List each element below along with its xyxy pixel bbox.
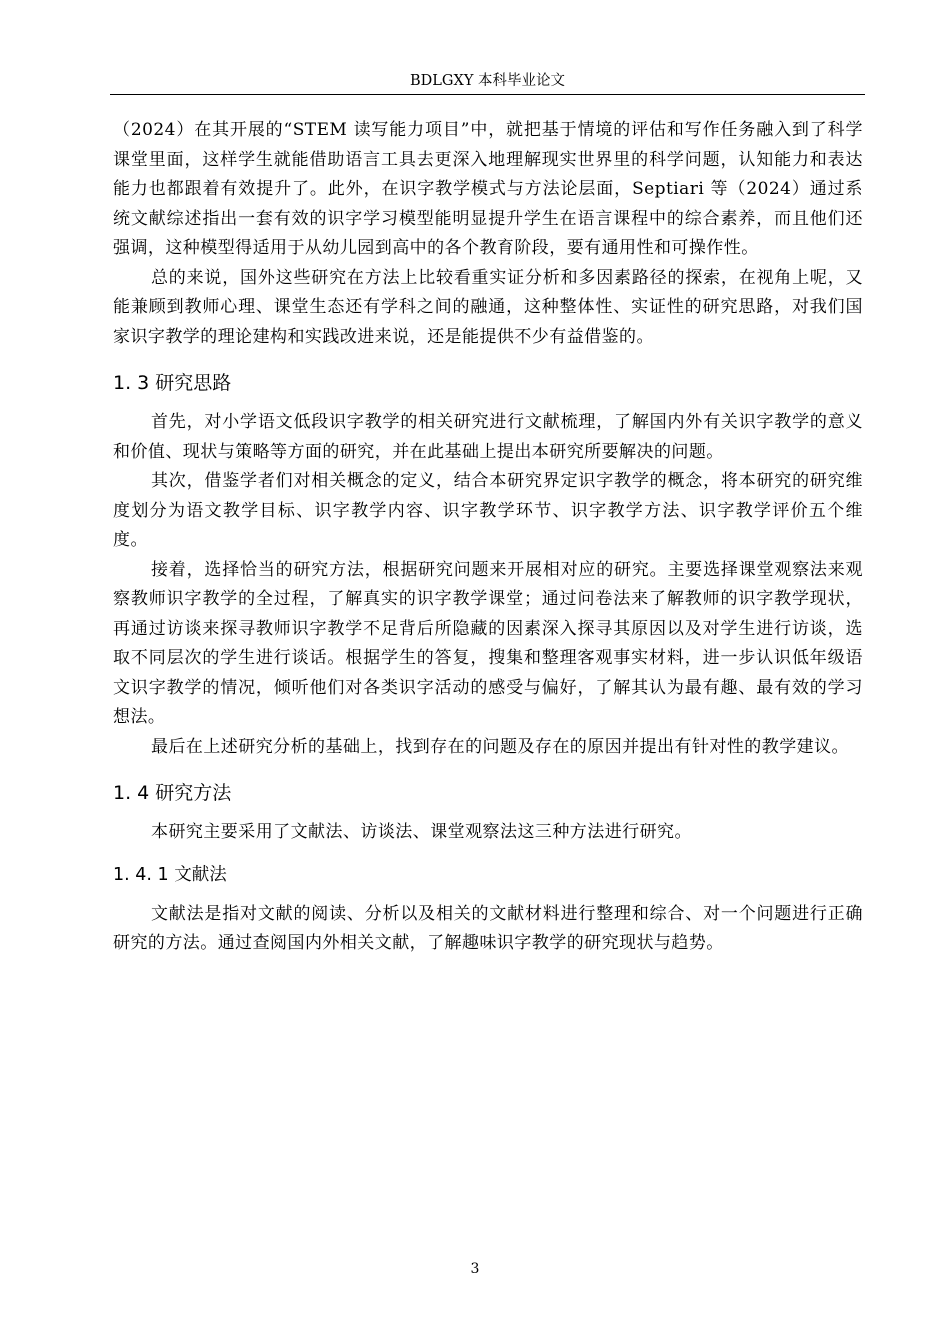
paragraph-summary-foreign-research: 总的来说，国外这些研究在方法上比较看重实证分析和多因素路径的探索，在视角上呢，又能兼顾到教师心理、课堂生态还有学科之间的融通，这种整体性、实证性的研究思路，对我们国家识字教学的理论建构和实践改进来说，还是能提供不少有益借鉴的。 [113,267,863,347]
page-header [110,70,865,95]
header-title: BDLGXY 本科毕业论文 [410,73,565,89]
paragraph-final-step: 最后在上述研究分析的基础上，找到存在的问题及存在的原因并提出有针对性的教学建议。 [151,736,849,757]
paragraph-stem-literacy: （2024）在其开展的“STEM 读写能力项目”中，就把基于情境的评估和写作任务融入到了科学课堂里面，这样学生就能借助语言工具去更深入地理解现实世界里的科学问题，认知能力和表达能力也都跟着有效提升了。此外，在识字教学模式与方法论层面，Septiari 等（2024）通过系统文献综述指出一套有效的识字学习模型能明显提升学生在语言课程中的综合素养，而且他们还强调，这种模型得适用于从幼儿园到高中的各个教育阶段，要有通用性和可操作性。 [113,120,863,258]
page-number: 3 [470,1261,480,1277]
paragraph-literature-method: 文献法是指对文献的阅读、分析以及相关的文献材料进行整理和综合、对一个问题进行正确研究的方法。通过查阅国内外相关文献，了解趣味识字教学的研究现状与趋势。 [113,903,863,953]
subsection-heading-literature-method: 1. 4. 1 文献法 [113,864,227,885]
section-heading-research-approach: 1. 3 研究思路 [113,372,232,394]
paragraph-methods-overview: 本研究主要采用了文献法、访谈法、课堂观察法这三种方法进行研究。 [151,822,692,842]
section-heading-research-methods: 1. 4 研究方法 [113,782,232,804]
document-body [113,116,863,959]
paragraph-first-step: 首先，对小学语文低段识字教学的相关研究进行文献梳理，了解国内外有关识字教学的意义和价值、现状与策略等方面的研究，并在此基础上提出本研究所要解决的问题。 [113,412,863,462]
paragraph-second-step: 其次，借鉴学者们对相关概念的定义，结合本研究界定识字教学的概念，将本研究的研究维度划分为语文教学目标、识字教学内容、识字教学环节、识字教学方法、识字教学评价五个维度。 [113,471,863,550]
paragraph-third-step: 接着，选择恰当的研究方法，根据研究问题来开展相对应的研究。主要选择课堂观察法来观察教师识字教学的全过程，了解真实的识字教学课堂；通过问卷法来了解教师的识字教学现状，再通过访谈来探寻教师识字教学不足背后所隐藏的因素深入探寻其原因以及对学生进行访谈，选取不同层次的学生进行谈话。根据学生的答复，搜集和整理客观事实材料，进一步认识低年级语文识字教学的情况，倾听他们对各类识字活动的感受与偏好，了解其认为最有趣、最有效的学习想法。 [113,559,863,727]
